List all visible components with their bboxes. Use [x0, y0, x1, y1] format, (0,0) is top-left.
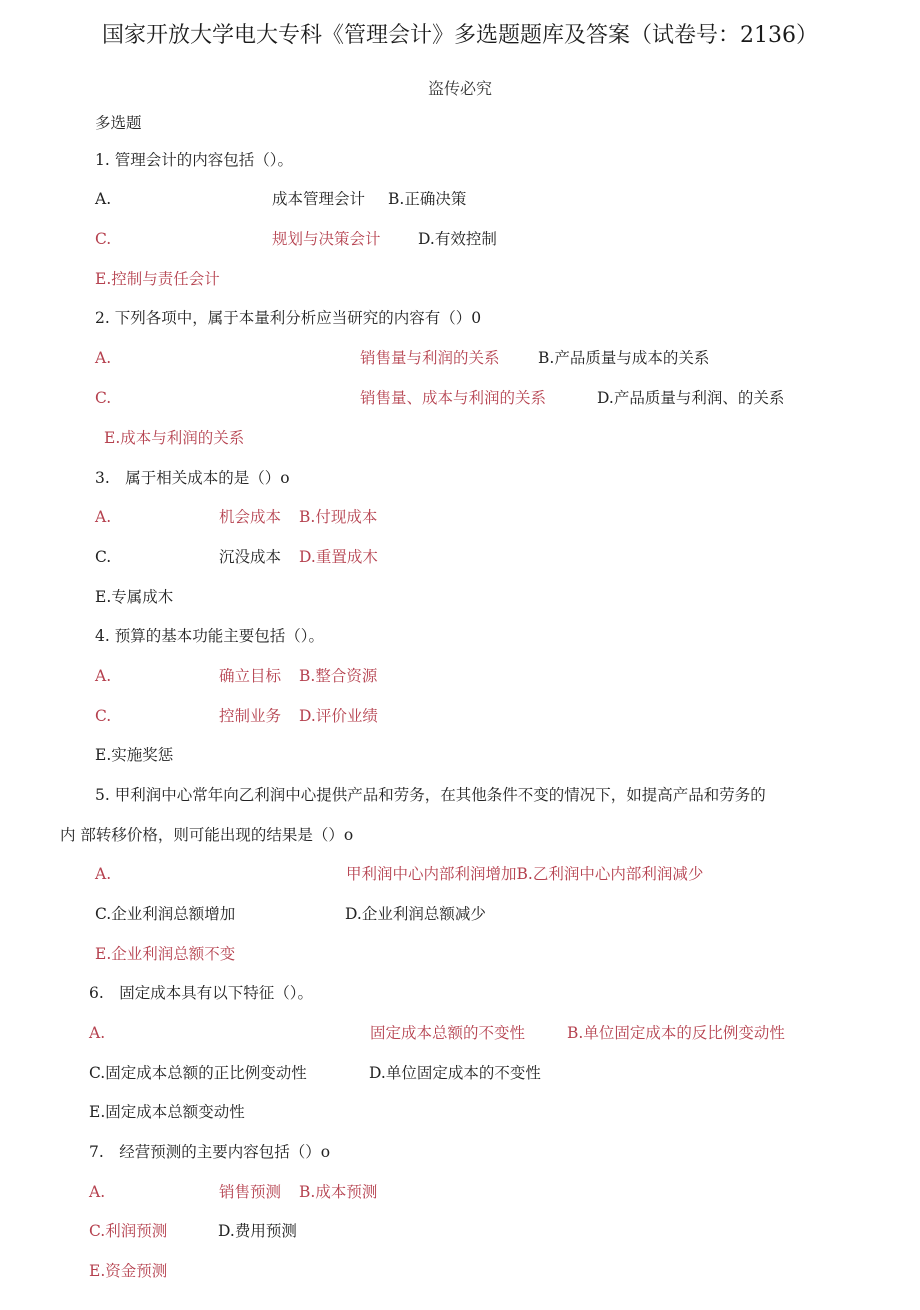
option-text-e: 资金预测	[105, 1262, 168, 1280]
question-stem: 2. 下列各项中，属于本量利分析应当研究的内容有（）0	[95, 309, 482, 327]
option-label-d: D.	[299, 707, 316, 725]
option-text-e: 专属成木	[111, 588, 174, 606]
option-label-e: E.	[89, 1262, 106, 1280]
option-text-d: 产品质量与利润、的关系	[613, 389, 785, 407]
option-text-a: 甲利润中心内部利润增加	[346, 865, 517, 883]
option-text-e: 企业利润总额不变	[111, 945, 236, 963]
option-text-c: 控制业务	[219, 707, 282, 725]
document-title: 国家开放大学电大专科《管理会计》多选题题库及答案（试卷号：2136）	[102, 23, 818, 48]
option-label-c: C.	[89, 1064, 106, 1082]
option-label-d: D.	[369, 1064, 386, 1082]
option-text-b: 成本预测	[315, 1183, 378, 1201]
question-stem: 1. 管理会计的内容包括（）。	[95, 151, 293, 169]
option-label-a: A.	[95, 667, 112, 685]
option-label-e: E.	[104, 429, 121, 447]
option-text-c: 规划与决策会计	[272, 230, 381, 248]
option-label-c: C.	[95, 707, 112, 725]
option-label-b: B.	[567, 1024, 584, 1042]
option-label-a: A.	[89, 1183, 106, 1201]
option-label-c: C.	[95, 389, 112, 407]
option-text-d: 单位固定成本的不变性	[385, 1064, 541, 1082]
option-label-b: B.	[516, 865, 533, 883]
option-label-d: D.	[345, 905, 362, 923]
option-text-c: 固定成本总额的正比例变动性	[105, 1064, 307, 1082]
option-text-e: 成本与利润的关系	[120, 429, 245, 447]
option-text-c: 企业利润总额增加	[111, 905, 236, 923]
option-label-e: E.	[95, 945, 112, 963]
option-label-a: A.	[95, 190, 112, 208]
document-subtitle: 盗传必究	[427, 79, 492, 98]
option-text-d: 重置成木	[315, 548, 378, 566]
question-stem: 4. 预算的基本功能主要包括（）。	[95, 627, 324, 645]
option-label-d: D.	[418, 230, 435, 248]
option-text-a: 固定成本总额的不变性	[370, 1024, 526, 1042]
option-label-d: D.	[218, 1222, 235, 1240]
option-text-a: 销售量与利润的关系	[360, 349, 500, 367]
option-text-b: 整合资源	[315, 667, 378, 685]
option-label-a: A.	[95, 349, 112, 367]
option-label-b: B.	[299, 508, 316, 526]
question-stem: 5. 甲利润中心常年向乙利润中心提供产品和劳务，在其他条件不变的情况下，如提高产品和劳务的	[95, 786, 766, 804]
option-text-e: 实施奖惩	[111, 746, 174, 764]
option-label-b: B.	[299, 667, 316, 685]
option-text-c: 销售量、成本与利润的关系	[360, 389, 547, 407]
option-text-a: 成本管理会计	[272, 190, 366, 208]
option-label-d: D.	[597, 389, 614, 407]
option-text-d: 企业利润总额减少	[361, 905, 486, 923]
option-text-b: 产品质量与成本的关系	[554, 349, 710, 367]
option-label-e: E.	[95, 270, 112, 288]
option-text-b: 单位固定成本的反比例变动性	[583, 1024, 785, 1042]
option-text-e: 固定成本总额变动性	[105, 1103, 245, 1121]
option-text-a: 销售预测	[219, 1183, 282, 1201]
option-label-c: C.	[95, 548, 112, 566]
option-text-c: 沉没成本	[219, 548, 282, 566]
option-label-b: B.	[538, 349, 555, 367]
option-label-a: A.	[95, 865, 112, 883]
option-text-d: 评价业绩	[315, 707, 378, 725]
section-heading: 多选题	[95, 114, 142, 132]
option-text-b: 正确决策	[404, 190, 467, 208]
option-label-e: E.	[95, 588, 112, 606]
option-text-d: 有效控制	[434, 230, 497, 248]
option-label-c: C.	[95, 905, 112, 923]
option-text-b: 乙利润中心内部利润减少	[532, 865, 704, 883]
option-text-c: 利润预测	[105, 1222, 168, 1240]
option-label-c: C.	[89, 1222, 106, 1240]
option-text-b: 付现成本	[315, 508, 378, 526]
option-label-e: E.	[95, 746, 112, 764]
option-label-b: B.	[299, 1183, 316, 1201]
option-label-a: A.	[89, 1024, 106, 1042]
question-stem: 6. 固定成本具有以下特征（）。	[89, 984, 314, 1002]
question-stem: 3. 属于相关成本的是（）o	[95, 469, 290, 487]
option-label-e: E.	[89, 1103, 106, 1121]
question-stem-continued: 内 部转移价格，则可能出现的结果是（）o	[60, 826, 354, 844]
option-text-a: 机会成本	[219, 508, 282, 526]
question-stem: 7. 经营预测的主要内容包括（）o	[89, 1143, 331, 1161]
option-label-a: A.	[95, 508, 112, 526]
option-label-d: D.	[299, 548, 316, 566]
option-text-a: 确立目标	[219, 667, 282, 685]
option-label-c: C.	[95, 230, 112, 248]
option-label-b: B.	[388, 190, 405, 208]
option-text-e: 控制与责任会计	[111, 270, 220, 288]
option-text-d: 费用预测	[234, 1222, 297, 1240]
